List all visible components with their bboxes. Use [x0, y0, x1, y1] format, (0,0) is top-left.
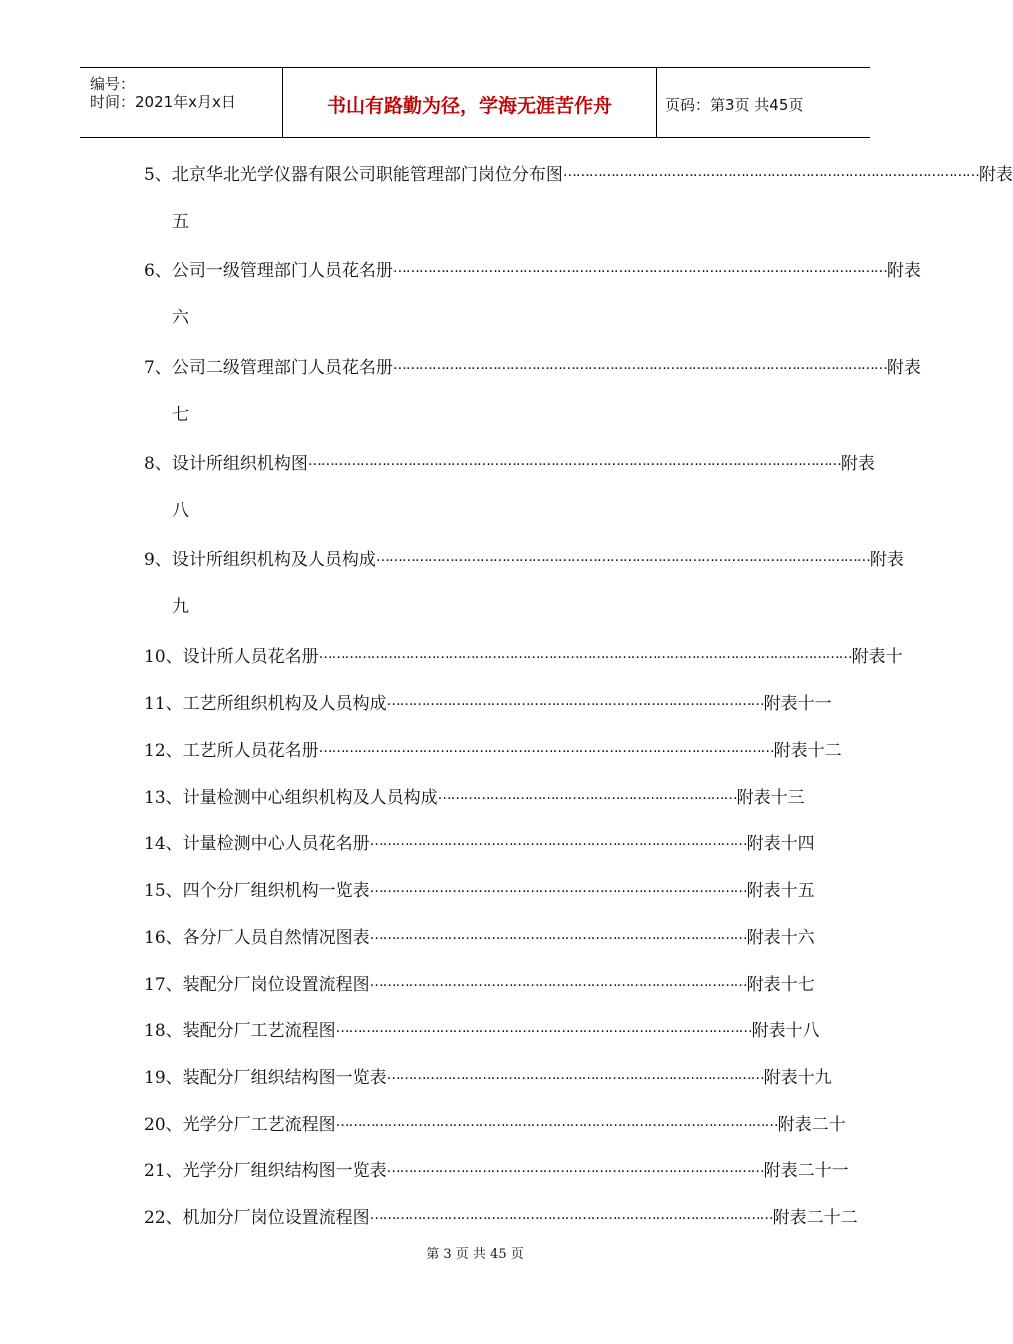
- toc-leader: ……………………………………………………………………………………………………: [392, 357, 887, 373]
- toc-leader: ……………………………………………………………………………………………………………: [307, 453, 841, 469]
- toc-entry: [144, 689, 832, 714]
- toc-number: 6、: [144, 260, 172, 281]
- toc-leader: …………………………………………………………………………………: [369, 1207, 773, 1223]
- toc-number: 8、: [144, 453, 172, 474]
- toc-entry: [144, 1110, 846, 1135]
- toc-entry: [144, 970, 815, 995]
- toc-entry: [144, 1156, 849, 1181]
- toc-ref: 附表十二: [773, 740, 842, 761]
- toc-ref: 附表十三: [736, 787, 805, 808]
- toc-ref: 附表十八: [751, 1020, 820, 1041]
- toc-leader: ……………………………………………………………………………: [369, 880, 747, 896]
- toc-number: 5、: [144, 164, 172, 185]
- toc-leader: …………………………………………………………………………………………: [335, 1114, 778, 1130]
- toc-ref: 附表: [840, 453, 875, 474]
- toc-entry: [144, 1063, 832, 1088]
- toc-title: 北京华北光学仪器有限公司职能管理部门岗位分布图: [171, 164, 563, 185]
- toc-leader: ……………………………………………………………: [437, 787, 737, 803]
- toc-ref-continuation: 八: [172, 501, 189, 521]
- toc-title: 设计所组织机构及人员构成: [171, 549, 376, 570]
- toc-number: 17、: [144, 974, 183, 995]
- toc-leader: ……………………………………………………………………………: [386, 1160, 764, 1176]
- toc-number: 11、: [144, 693, 183, 714]
- toc-leader: ……………………………………………………………………………: [386, 1067, 764, 1083]
- toc-entry: [144, 449, 875, 474]
- toc-entry: [144, 923, 815, 948]
- toc-title: 装配分厂岗位设置流程图: [182, 974, 370, 995]
- toc-number: 18、: [144, 1020, 183, 1041]
- toc-title: 计量检测中心组织机构及人员构成: [182, 787, 438, 808]
- toc-leader: ……………………………………………………………………………: [369, 927, 747, 943]
- toc-leader: ……………………………………………………………………………: [386, 693, 764, 709]
- toc-ref-continuation: 七: [172, 405, 189, 425]
- page-info: 页码：第3页 共45页: [665, 96, 804, 114]
- toc-entry: [144, 160, 1013, 185]
- toc-ref-continuation: 五: [172, 212, 189, 232]
- toc-number: 14、: [144, 833, 183, 854]
- toc-entry: [144, 256, 921, 281]
- toc-leader: ……………………………………………………………………………………………………: [375, 549, 870, 565]
- toc-ref-continuation: 六: [172, 308, 189, 328]
- toc-ref: 附表十: [851, 646, 903, 667]
- toc-title: 公司一级管理部门人员花名册: [171, 260, 393, 281]
- toc-title: 设计所组织机构图: [171, 453, 308, 474]
- toc-title: 机加分厂岗位设置流程图: [182, 1207, 370, 1228]
- toc-entry: [144, 353, 921, 378]
- page-footer: 第 3 页 共 45 页: [426, 1247, 524, 1262]
- toc-leader: ……………………………………………………………………………………………………: [392, 260, 887, 276]
- motto: 书山有路勤为径，学海无涯苦作舟: [326, 95, 612, 117]
- toc-ref: 附表二十二: [772, 1207, 858, 1228]
- toc-entry: [144, 545, 904, 570]
- toc-title: 光学分厂工艺流程图: [182, 1114, 336, 1135]
- toc-ref: 附表二十: [777, 1114, 846, 1135]
- toc-entry: [144, 876, 815, 901]
- toc-ref: 附表二十一: [763, 1160, 849, 1181]
- toc-entry: [144, 642, 903, 667]
- toc-leader: ……………………………………………………………………………………: [562, 164, 979, 180]
- toc-title: 四个分厂组织机构一览表: [182, 880, 370, 901]
- toc-ref: 附表: [978, 164, 1013, 185]
- toc-ref: 附表十九: [763, 1067, 832, 1088]
- toc-entry: [144, 1203, 858, 1228]
- toc-ref: 附表: [886, 357, 921, 378]
- toc-leader: ……………………………………………………………………………………………………………: [318, 646, 852, 662]
- toc-number: 21、: [144, 1160, 183, 1181]
- toc-entry: [144, 736, 842, 761]
- toc-title: 工艺所组织机构及人员构成: [182, 693, 387, 714]
- toc-title: 计量检测中心人员花名册: [182, 833, 370, 854]
- toc-ref-continuation: 九: [172, 597, 189, 617]
- toc-leader: ……………………………………………………………………………………………: [318, 740, 774, 756]
- toc-number: 9、: [144, 549, 172, 570]
- toc-title: 装配分厂工艺流程图: [182, 1020, 336, 1041]
- toc-entry: [144, 783, 805, 808]
- toc-title: 工艺所人员花名册: [182, 740, 319, 761]
- toc-entry: [144, 829, 815, 854]
- toc-ref: 附表: [886, 260, 921, 281]
- toc-title: 光学分厂组织结构图一览表: [182, 1160, 387, 1181]
- toc-entry: [144, 1016, 820, 1041]
- toc-leader: ……………………………………………………………………………: [369, 833, 747, 849]
- toc-number: 22、: [144, 1207, 183, 1228]
- toc-number: 15、: [144, 880, 183, 901]
- serial-label: 编号：: [90, 75, 136, 93]
- toc-number: 20、: [144, 1114, 183, 1135]
- time-label: 时间：2021年x月x日: [90, 93, 236, 111]
- toc-number: 7、: [144, 357, 172, 378]
- toc-number: 13、: [144, 787, 183, 808]
- toc-title: 设计所人员花名册: [182, 646, 319, 667]
- toc-number: 12、: [144, 740, 183, 761]
- toc-leader: ……………………………………………………………………………………: [335, 1020, 752, 1036]
- toc-ref: 附表十一: [763, 693, 832, 714]
- toc-title: 各分厂人员自然情况图表: [182, 927, 370, 948]
- toc-number: 16、: [144, 927, 183, 948]
- toc-ref: 附表十四: [746, 833, 815, 854]
- toc-title: 装配分厂组织结构图一览表: [182, 1067, 387, 1088]
- toc-ref: 附表十六: [746, 927, 815, 948]
- toc-ref: 附表: [869, 549, 904, 570]
- toc-leader: ……………………………………………………………………………: [369, 974, 747, 990]
- toc-ref: 附表十五: [746, 880, 815, 901]
- toc-number: 10、: [144, 646, 183, 667]
- toc-ref: 附表十七: [746, 974, 815, 995]
- toc-number: 19、: [144, 1067, 183, 1088]
- toc-title: 公司二级管理部门人员花名册: [171, 357, 393, 378]
